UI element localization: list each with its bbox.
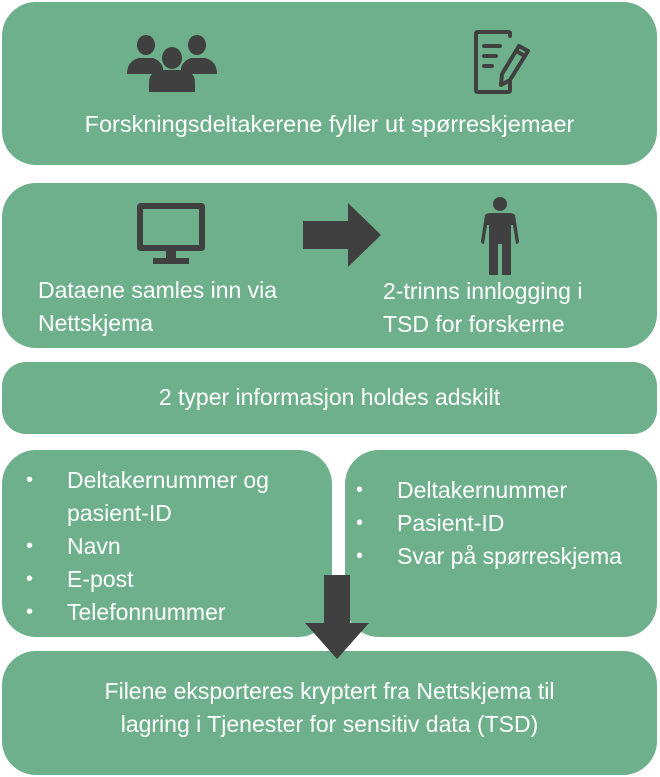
list-item: • Telefonnummer — [26, 596, 326, 629]
step3-text: 2 typer informasjon holdes adskilt — [158, 384, 501, 410]
export-text: Filene eksporteres kryptert fra Nettskjema til lagring i Tjenester for sensitiv data (TSD) — [104, 678, 555, 737]
export-box — [2, 651, 657, 775]
form-with-pencil-icon — [472, 30, 532, 94]
list-item: • Navn — [26, 530, 326, 563]
list-item: • E-post — [26, 563, 326, 596]
step-separation-box — [2, 362, 657, 434]
step-collection-box — [2, 183, 657, 348]
list-item: • Deltakernummer og pasient-ID — [26, 464, 326, 530]
right-arrow-icon — [303, 203, 381, 267]
person-standing-icon — [479, 197, 521, 275]
response-info-box — [345, 450, 657, 637]
list-item: • Svar på spørreskjema — [356, 540, 656, 573]
identity-info-box — [2, 450, 332, 637]
group-of-people-icon — [127, 34, 217, 92]
list-item: • Deltakernummer — [356, 474, 656, 507]
login-text: 2-trinns innlogging i TSD for forskerne — [383, 278, 583, 337]
computer-monitor-icon — [135, 203, 207, 265]
step-participants-box — [2, 2, 657, 165]
down-arrow-icon — [305, 575, 369, 659]
list-item: • Pasient-ID — [356, 507, 656, 540]
step1-text: Forskningsdeltakerene fyller ut spørreskjemaer — [84, 111, 575, 137]
identity-info-list — [26, 464, 326, 629]
collection-text: Dataene samles inn via Nettskjema — [38, 277, 278, 336]
response-info-list — [356, 474, 656, 573]
